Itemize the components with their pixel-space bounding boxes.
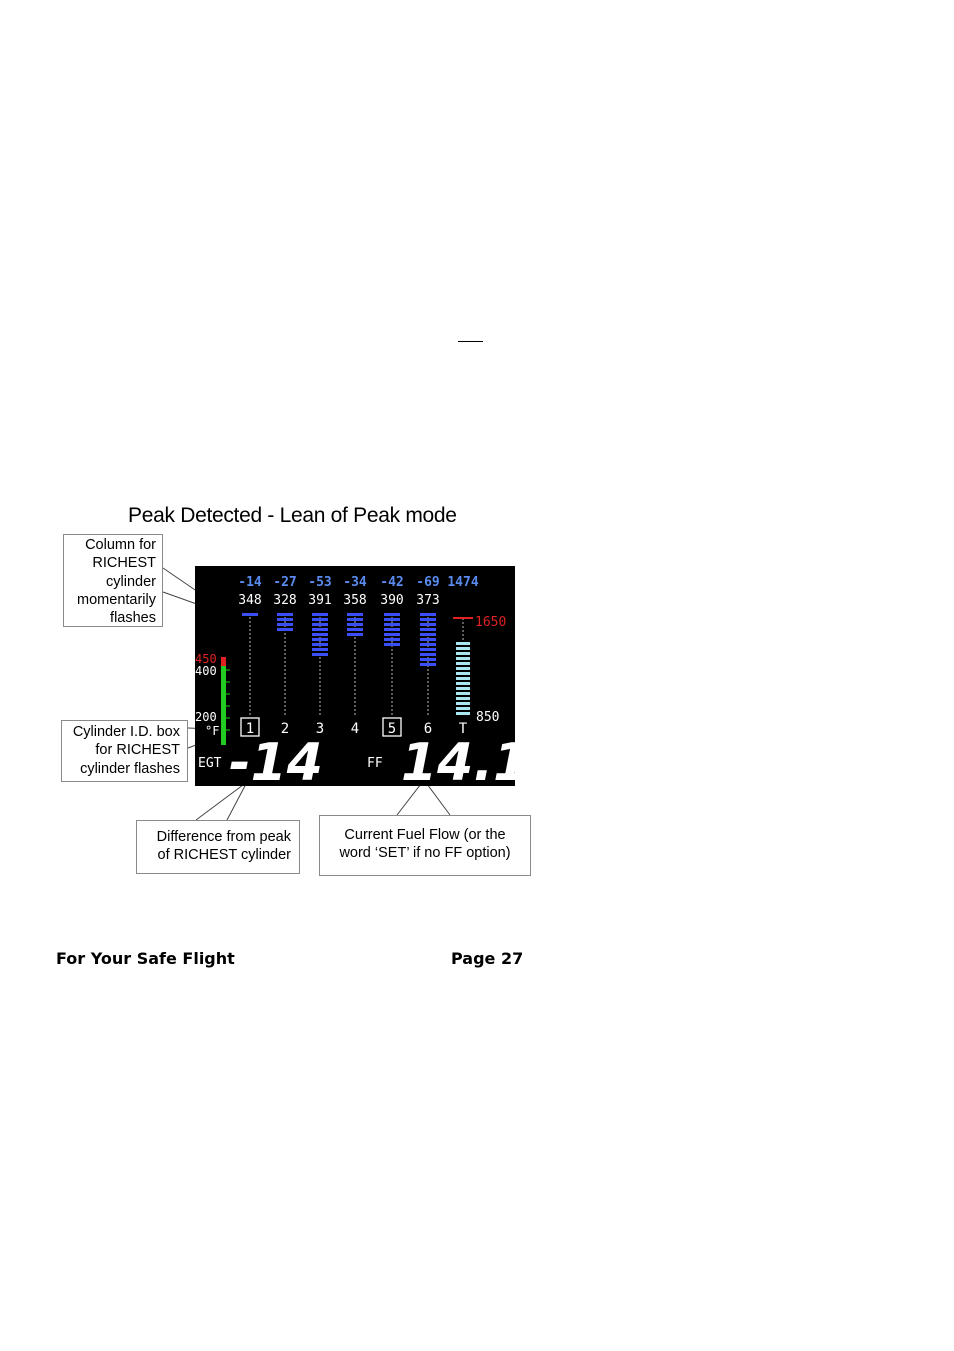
tit-bar-segment: [456, 707, 470, 710]
cylinder-bar-segment: [384, 638, 400, 641]
top-rule: [458, 341, 483, 342]
cylinder-label: 4: [350, 721, 360, 737]
cylinder-bar-segment: [312, 618, 328, 621]
cylinder-label: 1: [245, 721, 255, 737]
engine-monitor-display: [195, 566, 530, 793]
cylinder-bar-segment: [420, 628, 436, 631]
cylinder-bar-segment: [277, 623, 293, 626]
cylinder-bar-segment: [347, 628, 363, 631]
callout-fuel-flow: [319, 815, 531, 876]
cylinder-bar-segment: [420, 658, 436, 661]
cylinder-bar-segment: [420, 663, 436, 666]
cylinder-bar-segment: [312, 628, 328, 631]
cylinder-bar-segment: [420, 653, 436, 656]
callout-line: Column for: [85, 537, 156, 553]
cylinder-bar-segment: [312, 613, 328, 616]
cylinder-bar-segment: [384, 618, 400, 621]
tit-bar-segment: [456, 712, 470, 715]
cylinder-label: 2: [280, 721, 290, 737]
callout-line: Current Fuel Flow (or the: [344, 827, 506, 843]
cylinder-bar-segment: [420, 643, 436, 646]
cylinder-bar-segment: [277, 613, 293, 616]
diff-value: -34: [343, 575, 367, 590]
cylinder-bar-segment: [420, 613, 436, 616]
cylinder-bar-segment: [420, 638, 436, 641]
tit-bar-segment: [456, 687, 470, 690]
cylinder-bar-segment: [384, 613, 400, 616]
scale-label-bottom: 200: [195, 710, 217, 724]
figure-title: Peak Detected - Lean of Peak mode: [128, 504, 457, 527]
tit-bar-segment: [456, 682, 470, 685]
tit-bar-segment: [456, 642, 470, 645]
cylinder-bar-segment: [312, 643, 328, 646]
diff-value: -69: [416, 575, 440, 590]
cylinder-bar-segment: [384, 633, 400, 636]
diff-value: -53: [308, 575, 332, 590]
egt-temp-value: 358: [343, 593, 367, 608]
cylinder-bar-segment: [277, 628, 293, 631]
diff-value: -27: [273, 575, 297, 590]
callout-line: word ‘SET’ if no FF option): [339, 845, 511, 862]
cylinder-bar-segment: [420, 648, 436, 651]
ff-readout: 14.1: [401, 733, 530, 793]
tit-bar-segment: [456, 697, 470, 700]
egt-temp-value: 390: [380, 593, 404, 608]
tit-bar-segment: [456, 657, 470, 660]
cylinder-bar-segment: [242, 613, 258, 616]
tit-bar-segment: [456, 662, 470, 665]
cylinder-bar-segment: [312, 653, 328, 656]
scale-green-zone: [221, 666, 226, 745]
cylinder-bar-segment: [420, 623, 436, 626]
tit-value: 1474: [447, 575, 479, 590]
egt-temp-value: 328: [273, 593, 297, 608]
egt-label: EGT: [198, 756, 222, 771]
callout-line: cylinder flashes: [80, 760, 180, 777]
cylinder-label: 6: [423, 721, 433, 737]
tit-bar-segment: [456, 647, 470, 650]
footer-left: For Your Safe Flight: [56, 949, 235, 968]
callout-line: flashes: [110, 610, 156, 627]
egt-temp-value: 391: [308, 593, 332, 608]
cylinder-bar-segment: [420, 633, 436, 636]
unit-label: °F: [205, 724, 220, 738]
cylinder-bar-segment: [347, 623, 363, 626]
egt-temp-value: 348: [238, 593, 262, 608]
tit-bar-segment: [456, 672, 470, 675]
cylinder-bar-segment: [347, 618, 363, 621]
egt-readout: -14: [229, 733, 323, 793]
tit-bar-segment: [456, 652, 470, 655]
scale-label-mid: 400: [195, 664, 217, 678]
cylinder-bar-segment: [312, 648, 328, 651]
cylinder-bar-segment: [312, 623, 328, 626]
ff-label: FF: [367, 756, 383, 771]
callout-line: Cylinder I.D. box: [72, 724, 180, 740]
tit-limit-label: 1650: [475, 615, 507, 630]
diff-value: -14: [238, 575, 262, 590]
cylinder-bar-segment: [312, 633, 328, 636]
tit-scale-low: 850: [476, 710, 500, 725]
callout-richest-column: [63, 534, 163, 627]
cylinder-label: 3: [315, 721, 325, 737]
cylinder-label: T: [458, 721, 468, 737]
callout-line: cylinder: [106, 573, 156, 590]
cylinder-bar-segment: [384, 643, 400, 646]
callout-line: Difference from peak: [156, 829, 291, 845]
diff-value: -42: [380, 575, 404, 590]
cylinder-bar-segment: [277, 618, 293, 621]
callout-difference-from-peak: [136, 820, 300, 874]
tit-bar-segment: [456, 702, 470, 705]
scale-red-zone: [221, 657, 226, 666]
footer-page-number: Page 27: [451, 949, 524, 968]
cylinder-bar-segment: [420, 618, 436, 621]
callout-cylinder-id-box: [61, 720, 188, 782]
cylinder-bar-segment: [312, 638, 328, 641]
callout-line: of RICHEST cylinder: [157, 847, 291, 864]
callout-line: momentarily: [77, 591, 156, 608]
cylinder-bar-segment: [347, 613, 363, 616]
tit-bar-segment: [456, 692, 470, 695]
egt-temp-value: 373: [416, 593, 440, 608]
callout-line: for RICHEST: [95, 742, 180, 759]
tit-bar-segment: [456, 677, 470, 680]
cylinder-bar-segment: [384, 623, 400, 626]
cylinder-bar-segment: [347, 633, 363, 636]
cylinder-bar-segment: [384, 628, 400, 631]
cylinder-label: 5: [387, 721, 397, 737]
scale-label-top: 450: [195, 652, 217, 666]
callout-line: RICHEST: [92, 555, 156, 572]
tit-bar-segment: [456, 667, 470, 670]
